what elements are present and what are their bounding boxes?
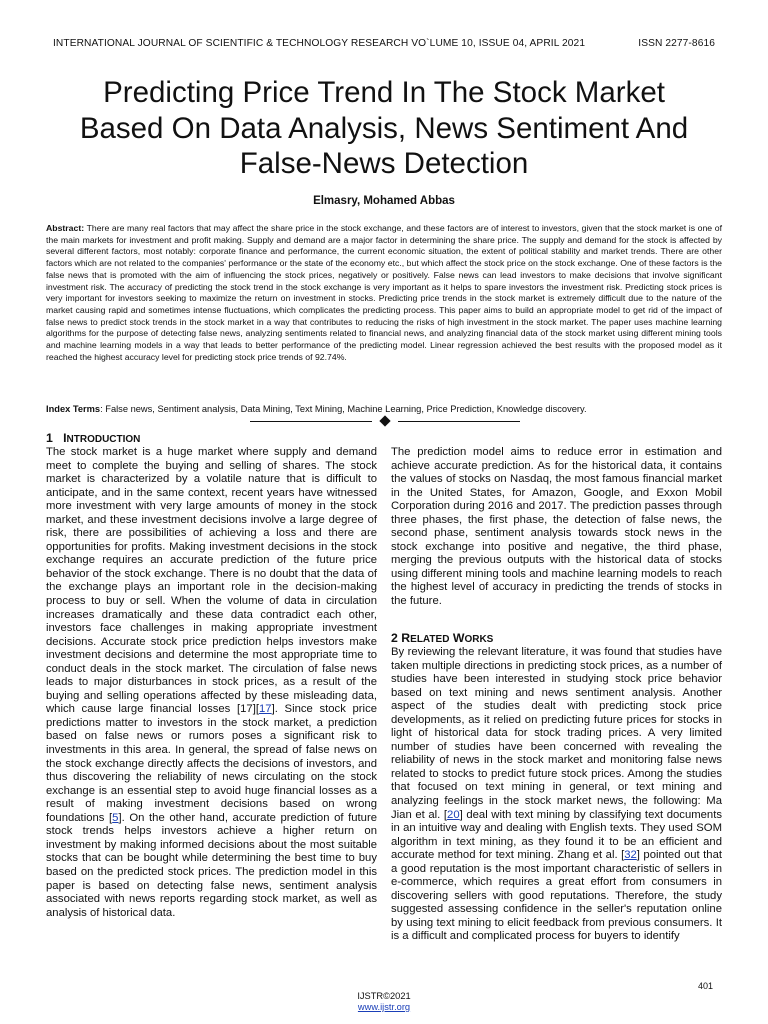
copyright-notice: IJSTR©2021	[357, 991, 411, 1001]
page-footer	[0, 991, 768, 1013]
divider-line-right	[398, 421, 520, 422]
section-heading-introduction: 1 INTRODUCTION	[46, 431, 141, 445]
citation-link[interactable]: 5	[112, 811, 119, 824]
introduction-continued	[391, 446, 722, 609]
diamond-icon	[379, 415, 390, 426]
introduction-text	[46, 446, 377, 920]
section-heading-related-works: 2 RELATED WORKS	[391, 631, 494, 645]
citation-link[interactable]: 32	[624, 849, 637, 862]
running-header	[53, 38, 715, 52]
abstract-label: Abstract:	[46, 223, 85, 233]
index-terms-text: : False news, Sentiment analysis, Data Mining, Text Mining, Machine Learning, Price Prediction, Knowledge discovery.	[100, 404, 587, 414]
abstract	[46, 223, 722, 363]
title-line-3: False-News Detection	[239, 147, 529, 180]
abstract-text: There are many real factors that may affect the share price in the stock exchange, and these factors are of interest to investors, given that the stock market is one of the main markets for investment and profit making. Supply and demand are a major factor in determining the share price. The supply and demand for the stock is affected by several different factors, most notably: corporate finance and performance, the current economic situation, the extent of political stability and market trends. There are other factors which are not related to the companies' performance or the state of the economy etc., but which affect the stock price on the stock exchange. One of these factors is the false news that is promoted with the aim of influencing the stock prices, negatively or positively. False news can lead investors to make decisions that involve significant investment risk. The accuracy of predicting the stock trend in the stock exchange is very important as it helps to spare investors the investment risk. Predicting stock prices is very important for investors seeking to maximize the return on investment in stocks. Predicting price trends in the stock market is extremely difficult due to the nature of the market causing rapid and sometimes intense fluctuations, which complicates the predicting process. This paper aims to build an appropriate model to get rid of the impact of false news to predict stock trends in the stock market in a way that contributes to reducing the risks of high investment in the stock market. The paper uses machine learning algorithms for the purpose of detecting false news, analyzing sentiments related to financial news, and analyzing financial data of the stock market using different mining tools and machine learning models in a way that leads to better performance of the predicting model. Linear regression achieved the best results with the proposed model as it reached the highest accuracy level for predicting stock price trends of 92.74%.	[46, 223, 722, 362]
issn: ISSN 2277-8616	[638, 38, 715, 49]
journal-name: INTERNATIONAL JOURNAL OF SCIENTIFIC & TECHNOLOGY RESEARCH VO`LUME 10, ISSUE 04, APRIL 2021	[53, 38, 586, 49]
prediction-model-paragraph: The prediction model aims to reduce error in estimation and achieve accurate prediction. As for the historical data, it contains the values of stocks on Nasdaq, the most famous financial market in the United States, for Amazon, Google, and Exxon Mobil Corporation during 2016 and 2017. The prediction passes through three phases, the first phase, the detection of false news, the second phase, sentiment analysis towards stock news in the stock exchange into positive and negative, the third phase, merging the previous outputs with the historical data of stocks using different mining tools and machine learning models to reach the highest level of accuracy in predicting the trends of stocks in the future.	[391, 446, 722, 608]
author-name: Elmasry, Mohamed Abbas	[313, 195, 455, 207]
citation-link[interactable]: 20	[447, 808, 460, 821]
page-number: 401	[697, 981, 713, 991]
divider-line-left	[250, 421, 372, 422]
index-terms-label: Index Terms	[46, 404, 101, 414]
related-works-text	[391, 646, 722, 944]
citation-link[interactable]: 17	[259, 703, 272, 716]
paper-title	[40, 75, 728, 182]
title-line-2: Based On Data Analysis, News Sentiment And	[79, 111, 689, 145]
journal-url-link[interactable]: www.ijstr.org	[357, 1002, 411, 1012]
title-line-1: Predicting Price Trend In The Stock Market	[103, 76, 665, 109]
introduction-paragraph: The stock market is a huge market where supply and demand meet to complete the buying and selling of shares. The stock market is characterized by a volatile nature that is difficult to anticipate, and in the same context, recent years have witnessed more investment with very large amounts of money in the stock market, and these investment decisions involve a large degree of risk, there are possibilities of achieving a loss and there are opportunities for profits. Making investment decisions in the stock exchange requires an accurate prediction of the future price behavior of the stock exchange. There is no doubt that the data of the exchange plays an important role in the decision-making process to buy or sell. When the volume of data in circulation increases dramatically and these data contradict each other, investors face challenges in making appropriate investment decisions. Accurate stock price prediction helps investors make investment decisions and determine the most appropriate time to conduct deals in the stock market. The circulation of false news leads to major disturbances in stock prices, as a result of the buying and selling operations affected by these misleading data, which cause large financial losses [17][17]. Since stock price predictions matter to investors in the stock market, a prediction based on false news or rumors poses a significant risk to investments in this area. In general, the spread of false news on the stock exchange directly affects the decisions of investors, and thus discovering the reliability of news circulating on the stock exchange is an essential step to avoid huge financial losses as a result of making investment decisions based on wrong foundations [5]. On the other hand, accurate prediction of future stock trends helps investors achieve a higher return on investment by making informed decisions about the most suitable stocks that can be bought while determining the best time to buy based on the predicted stock prices. The prediction model in this paper is based on detecting false news, sentiment analysis associated with news reports regarding stock market, as well as analysis of historical data.	[46, 446, 377, 919]
related-works-paragraph: By reviewing the relevant literature, it was found that studies have taken multiple directions in predicting stock prices, as a number of studies have been interested in studying stock price behavior based on text mining and news sentiment analysis. Another aspect of the studies dealt with predicting stock price developments, as it relied on predicting future prices for stocks in light of historical data for stock trading prices. A very limited number of studies have been concerned with revealing the reliability of news in the stock market and monitoring false news related to stocks to predict future stock prices. Among the studies that focused on text mining in general, or text mining and analyzing feelings in the stock market news, the following: Ma Jian et al. [20] deal with text mining by classifying text documents in an intuitive way and dealing with English texts. They used SOM algorithm in text mining, as they found it to be an efficient and accurate method for text mining. Zhang et al. [32] pointed out that a good reputation is the most important characteristic of sellers in e-commerce, which requires a great effort from consumers in discovering sellers with good reputations. Therefore, the study suggested assessing confidence in the seller's reputation online by using text mining to elicit feedback from previous consumers. It is a difficult and complicated process for buyers to identify	[391, 646, 722, 943]
section-divider	[250, 414, 520, 428]
